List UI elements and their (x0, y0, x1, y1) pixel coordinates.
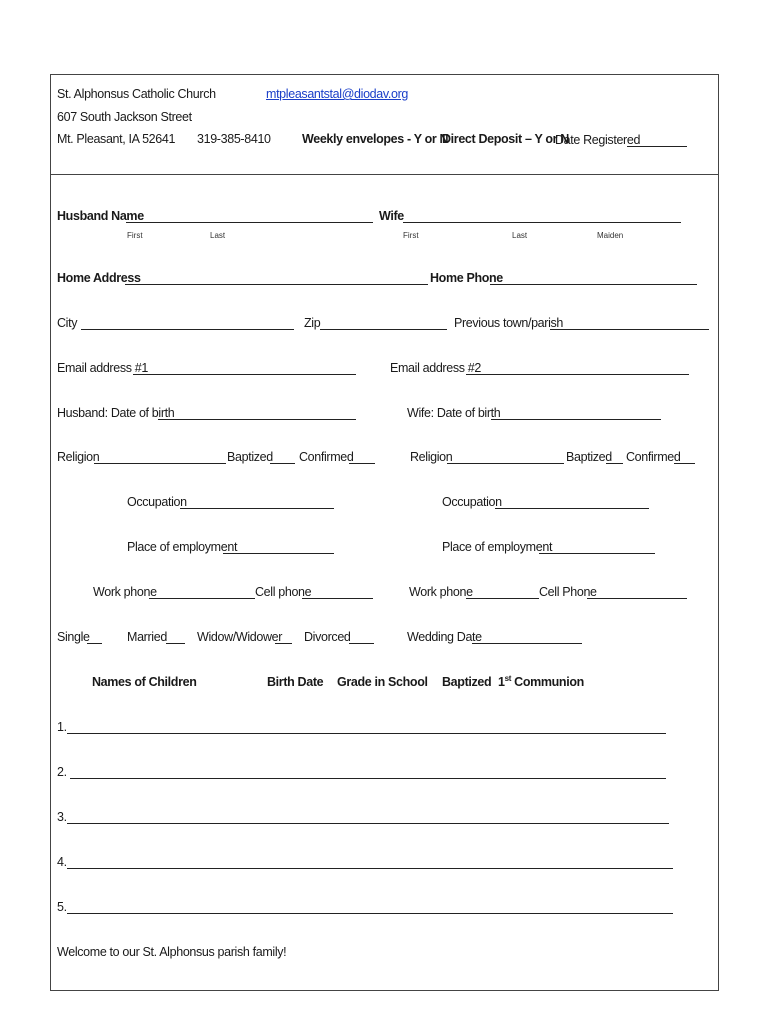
church-email-link[interactable]: mtpleasantstal@diodav.org (266, 87, 408, 101)
child-row-number: 4. (57, 855, 67, 869)
city-line[interactable] (81, 329, 294, 330)
wife-maiden-caption: Maiden (597, 231, 624, 240)
zip-line[interactable] (320, 329, 447, 330)
child-row-number: 3. (57, 810, 67, 824)
email1-line[interactable] (133, 374, 356, 375)
wife-baptized-label: Baptized (566, 450, 612, 464)
wife-work-phone-line[interactable] (466, 598, 539, 599)
wife-cell-phone-line[interactable] (587, 598, 687, 599)
wife-cell-phone-label: Cell Phone (539, 585, 597, 599)
children-communion-header (498, 675, 584, 689)
child-row-number: 5. (57, 900, 67, 914)
church-street: 607 South Jackson Street (57, 110, 192, 124)
wife-dob-label: Wife: Date of birth (407, 406, 501, 420)
husband-baptized-label: Baptized (227, 450, 273, 464)
wife-religion-line[interactable] (447, 463, 564, 464)
divorced-line[interactable] (349, 643, 374, 644)
child-row-line[interactable] (67, 913, 673, 914)
husband-confirmed-label: Confirmed (299, 450, 354, 464)
husband-religion-label: Religion (57, 450, 100, 464)
husband-last-caption: Last (210, 231, 226, 240)
wedding-date-label: Wedding Date (407, 630, 482, 644)
widow-line[interactable] (275, 643, 292, 644)
direct-deposit-label: Direct Deposit – Y or N (442, 132, 569, 146)
wife-confirmed-line[interactable] (674, 463, 695, 464)
husband-confirmed-line[interactable] (349, 463, 375, 464)
married-label: Married (127, 630, 167, 644)
communion-superscript: st (504, 673, 512, 683)
husband-occupation-label: Occupation (127, 495, 187, 509)
husband-baptized-line[interactable] (270, 463, 295, 464)
wife-dob-line[interactable] (491, 419, 661, 420)
wife-first-caption: First (403, 231, 419, 240)
email2-label: Email address #2 (390, 361, 481, 375)
wife-last-caption: Last (512, 231, 528, 240)
child-row-number: 1. (57, 720, 67, 734)
wife-confirmed-label: Confirmed (626, 450, 681, 464)
husband-religion-line[interactable] (94, 463, 226, 464)
email1-label: Email address #1 (57, 361, 148, 375)
children-grade-header: Grade in School (337, 675, 428, 689)
husband-cell-phone-label: Cell phone (255, 585, 312, 599)
wedding-date-line[interactable] (472, 643, 582, 644)
husband-employment-line[interactable] (223, 553, 334, 554)
date-registered-label: Date Registered (555, 133, 641, 147)
single-line[interactable] (87, 643, 102, 644)
church-phone: 319-385-8410 (197, 132, 271, 146)
home-phone-line[interactable] (490, 284, 697, 285)
church-city: Mt. Pleasant, IA 52641 (57, 132, 176, 146)
welcome-message: Welcome to our St. Alphonsus parish family! (57, 945, 287, 959)
wife-religion-label: Religion (410, 450, 453, 464)
wife-baptized-line[interactable] (606, 463, 623, 464)
communion-number: 1 (498, 675, 505, 689)
church-name: St. Alphonsus Catholic Church (57, 87, 216, 101)
weekly-envelopes-label: Weekly envelopes - Y or N (302, 132, 449, 146)
wife-employment-line[interactable] (539, 553, 655, 554)
husband-occupation-line[interactable] (180, 508, 334, 509)
wife-occupation-line[interactable] (495, 508, 649, 509)
husband-work-phone-label: Work phone (93, 585, 157, 599)
husband-dob-line[interactable] (158, 419, 356, 420)
child-row-line[interactable] (70, 778, 666, 779)
home-address-label: Home Address (57, 271, 141, 285)
child-row-line[interactable] (67, 733, 666, 734)
date-registered-line[interactable] (627, 146, 687, 147)
child-row-number: 2. (57, 765, 67, 779)
husband-work-phone-line[interactable] (149, 598, 255, 599)
communion-text: Communion (511, 675, 584, 689)
husband-first-caption: First (127, 231, 143, 240)
child-row-line[interactable] (67, 868, 673, 869)
divorced-label: Divorced (304, 630, 351, 644)
married-line[interactable] (166, 643, 185, 644)
children-baptized-header: Baptized (442, 675, 492, 689)
email2-line[interactable] (466, 374, 689, 375)
wife-work-phone-label: Work phone (409, 585, 473, 599)
wife-name-label: Wife (379, 209, 404, 223)
wife-occupation-label: Occupation (442, 495, 502, 509)
previous-parish-label: Previous town/parish (454, 316, 564, 330)
husband-name-line[interactable] (126, 222, 373, 223)
single-label: Single (57, 630, 90, 644)
home-phone-label: Home Phone (430, 271, 503, 285)
previous-parish-line[interactable] (550, 329, 709, 330)
wife-name-line[interactable] (403, 222, 681, 223)
wife-employment-label: Place of employment (442, 540, 553, 554)
husband-name-label: Husband Name (57, 209, 144, 223)
husband-dob-label: Husband: Date of birth (57, 406, 175, 420)
city-label: City (57, 316, 78, 330)
widow-label: Widow/Widower (197, 630, 283, 644)
child-row-line[interactable] (67, 823, 669, 824)
home-address-line[interactable] (125, 284, 428, 285)
husband-employment-label: Place of employment (127, 540, 238, 554)
zip-label: Zip (304, 316, 321, 330)
children-names-header: Names of Children (92, 675, 197, 689)
header-separator (50, 174, 719, 175)
husband-cell-phone-line[interactable] (302, 598, 373, 599)
children-birth-date-header: Birth Date (267, 675, 324, 689)
